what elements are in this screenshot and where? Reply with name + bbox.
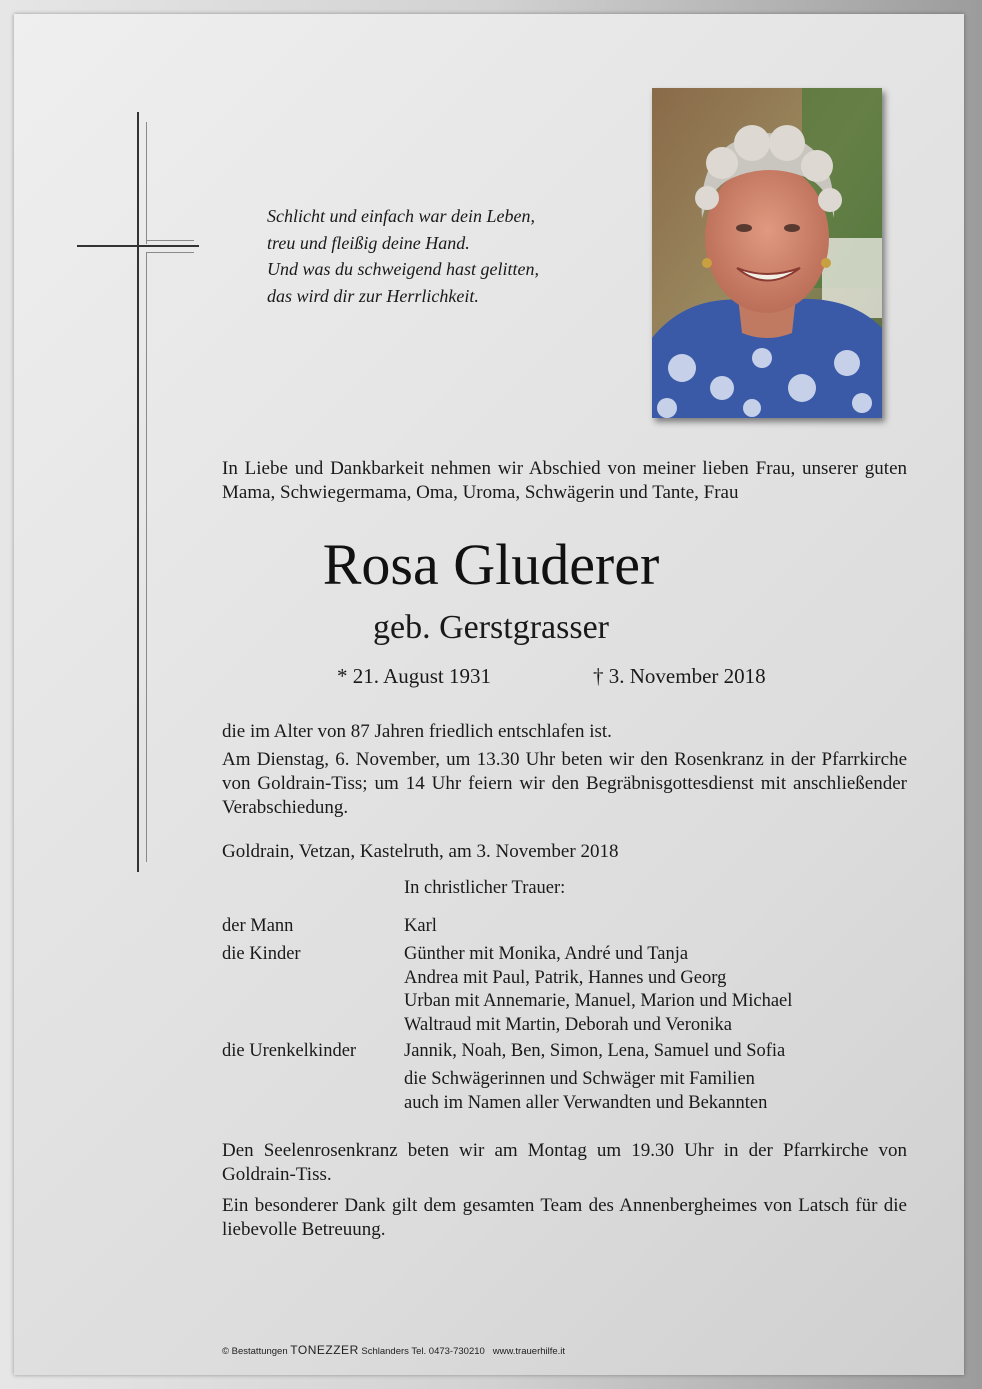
family-label: die Kinder xyxy=(222,944,301,964)
family-name-line: Jannik, Noah, Ben, Simon, Lena, Samuel und Sofia xyxy=(404,1041,786,1061)
family-names xyxy=(404,943,792,1037)
family-name-line: die Schwägerinnen und Schwäger mit Familien xyxy=(404,1069,755,1089)
family-name-line: Günther mit Monika, André und Tanja xyxy=(404,944,689,964)
family-name-line: auch im Namen aller Verwandten und Bekannten xyxy=(404,1092,768,1113)
footer-web: www.trauerhilfe.it xyxy=(492,1346,566,1357)
deceased-name: Rosa Gluderer xyxy=(322,532,660,597)
family-name-line: Waltraud mit Martin, Deborah und Veronika xyxy=(404,1014,733,1035)
poem-line: treu und fleißig deine Hand. xyxy=(267,232,470,253)
family-names xyxy=(404,1040,785,1064)
age-paragraph: die im Alter von 87 Jahren friedlich entschlafen ist. xyxy=(222,721,612,742)
family-name-line: Urban mit Annemarie, Manuel, Marion und Michael xyxy=(404,991,793,1011)
poem xyxy=(267,203,539,309)
maiden-name: geb. Gerstgrasser xyxy=(372,609,610,646)
birth-date: * 21. August 1931 xyxy=(337,664,492,688)
family-names xyxy=(404,915,437,939)
family-label: der Mann xyxy=(222,916,294,936)
poem-line: das wird dir zur Herrlichkeit. xyxy=(267,285,479,306)
footer-phone: Tel. 0473-730210 xyxy=(411,1346,485,1357)
family-label: die Urenkelkinder xyxy=(222,1041,357,1061)
footer-brand: TONEZZER xyxy=(290,1343,359,1357)
footer-prefix: © Bestattungen xyxy=(222,1346,288,1357)
poem-line: Schlicht und einfach war dein Leben, xyxy=(267,206,535,226)
place-date: Goldrain, Vetzan, Kastelruth, am 3. November 2018 xyxy=(222,841,619,862)
family-name-line: Andrea mit Paul, Patrik, Hannes und Georg xyxy=(404,967,727,988)
footer xyxy=(222,1343,565,1357)
death-date: † 3. November 2018 xyxy=(593,664,766,688)
family-names xyxy=(404,1068,767,1115)
portrait-photo xyxy=(652,88,882,418)
rosary-paragraph: Den Seelenrosenkranz beten wir am Montag um 19.30 Uhr in der Pfarrkirche von Goldrain-Tiss. xyxy=(222,1140,907,1185)
funeral-paragraph: Am Dienstag, 6. November, um 13.30 Uhr beten wir den Rosenkranz in der Pfarrkirche von Goldrain-Tiss; um 14 Uhr feiern wir den Begräbnisgottesdienst mit anschließender Verabschiedung. xyxy=(222,749,907,818)
thanks-paragraph: Ein besonderer Dank gilt dem gesamten Team des Annenbergheimes von Latsch für die liebevolle Betreuung. xyxy=(222,1195,907,1240)
footer-suffix: Schlanders xyxy=(361,1346,409,1357)
poem-line: Und was du schweigend hast gelitten, xyxy=(267,259,539,279)
family-name-line: Karl xyxy=(404,916,437,936)
mourning-heading: In christlicher Trauer: xyxy=(404,878,566,898)
intro-text: In Liebe und Dankbarkeit nehmen wir Abschied von meiner lieben Frau, unserer guten Mama, Schwiegermama, Oma, Uroma, Schwägerin und Tante, Frau xyxy=(222,458,907,503)
